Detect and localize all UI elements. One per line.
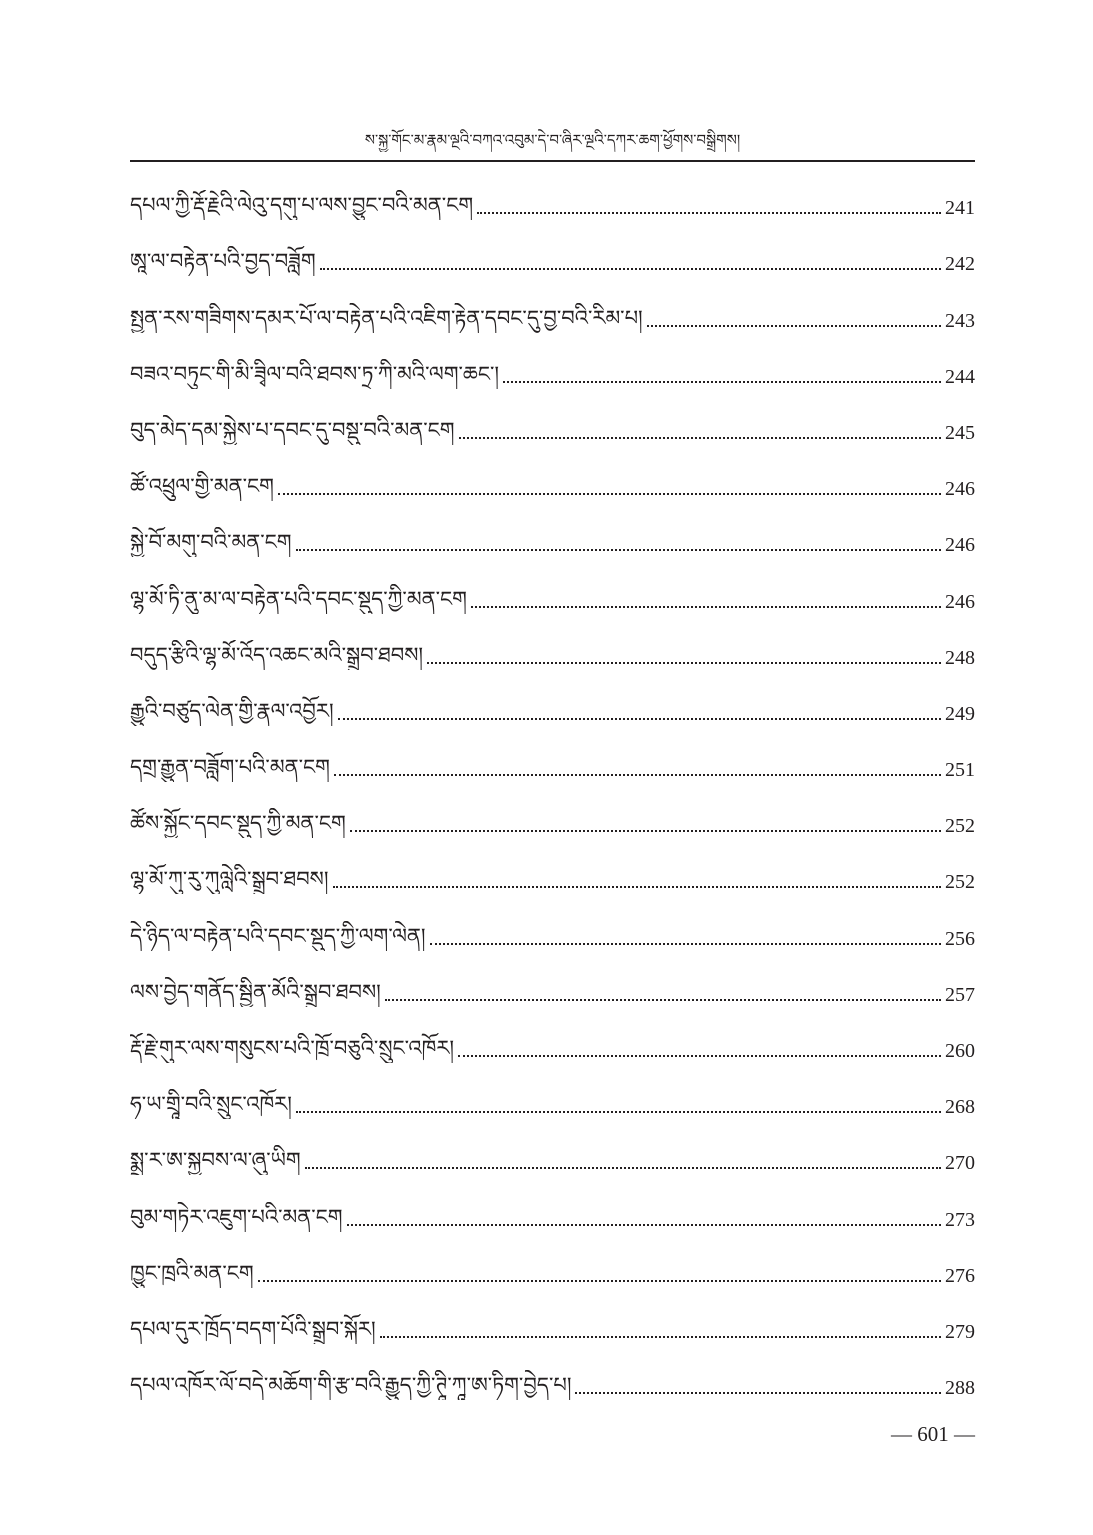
toc-entry[interactable] [130,573,975,629]
toc-entry-title: བཟའ་བཏུང་གི་མི་ཟྭིལ་བའི་ཐབས་ཏྲ་ཀི་མའི་ལག་ཆང་། [130,361,500,386]
toc-dot-leader [477,211,941,214]
toc-entry-title: བདུད་རྩིའི་ལྷ་མོ་འོད་འཆང་མའི་སྒྲུབ་ཐབས། [130,642,424,667]
toc-entry-page: 252 [945,815,975,838]
toc-entry-page: 246 [945,478,975,501]
toc-entry-page: 252 [945,871,975,894]
toc-entry-page: 249 [945,702,975,725]
toc-entry[interactable] [130,742,975,798]
toc-entry[interactable] [130,1191,975,1247]
toc-entry[interactable] [130,236,975,292]
toc-entry[interactable] [130,967,975,1023]
toc-entry-title: རྒྱུའི་བཙུད་ལེན་གྱི་རྣལ་འབྱོར། [130,698,334,723]
toc-dot-leader [427,661,941,664]
toc-entry-title: ལྷ་མོ་ཏི་ནུ་མ་ལ་བརྟེན་པའི་དབང་སྡུད་ཀྱི་མན་ངག [130,586,467,611]
toc-entry-title: ཚོས་སྐྱོང་དབང་སྡུད་ཀྱི་མན་ངག [130,811,346,836]
toc-entry-page: 273 [945,1208,975,1231]
toc-entry[interactable] [130,1360,975,1416]
toc-entry-page: 244 [945,365,975,388]
toc-dot-leader [430,942,941,945]
toc-entry[interactable] [130,686,975,742]
toc-entry-title: སྨྲ་ར་ཨ་སྐྱབས་ལ་ཞུ་ཡིག [130,1148,301,1173]
toc-dot-leader [385,998,941,1001]
toc-dot-leader [503,380,941,383]
toc-dot-leader [380,1335,941,1338]
toc-dot-leader [320,267,941,270]
toc-entry-title: རྡོ་རྗེ་གུར་ལས་གསུངས་པའི་ཁྲོ་བཅུའི་སྲུང་འཁོར། [130,1036,455,1060]
running-header: ས་སྐྱ་གོང་མ་རྣམ་ལྔའི་བཀའ་འབུམ་དེ་བ་ཞིར་ལྔའི་དཀར་ཆག་ཕྱོགས་བསྒྲིགས། [364,131,741,149]
toc-entry[interactable] [130,461,975,517]
toc-entry[interactable] [130,1304,975,1360]
toc-entry-page: 288 [945,1377,975,1400]
toc-entry-page: 276 [945,1264,975,1287]
toc-entry-page: 243 [945,309,975,332]
toc-dot-leader [333,885,941,888]
page-number: — 601 — [891,1422,975,1446]
toc-entry-title: ཨཱ་ལ་བརྟེན་པའི་བྱད་བཟློག [130,249,316,274]
toc-entry[interactable] [130,517,975,573]
toc-entry-title: སྐྱེ་བོ་མགུ་བའི་མན་ངག [130,530,292,555]
toc-entry[interactable] [130,292,975,348]
toc-dot-leader [647,324,941,327]
toc-entry-title: དེ་ཉིད་ལ་བརྟེན་པའི་དབང་སྡུད་ཀྱི་ལག་ལེན། [130,923,426,948]
toc-entry-page: 245 [945,421,975,444]
toc-entry[interactable] [130,854,975,910]
toc-entry[interactable] [130,1079,975,1135]
toc-entry-page: 246 [945,590,975,613]
toc-entry-title: དཔལ་དུར་ཁྲོད་བདག་པོའི་སྒྲུབ་སྐོར། [130,1316,376,1341]
header-rule [130,160,975,162]
toc-entry[interactable] [130,798,975,854]
toc-entry-page: 279 [945,1320,975,1343]
toc-dot-leader [305,1166,941,1169]
toc-entry[interactable] [130,405,975,461]
toc-entry[interactable] [130,1248,975,1304]
toc-entry-page: 256 [945,927,975,950]
toc-entry-page: 257 [945,983,975,1006]
toc-entry-title: ཧ་ཡ་གྲཱི་བའི་སྲུང་འཁོར། [130,1092,292,1117]
toc-dot-leader [296,548,941,551]
toc-entry[interactable] [130,180,975,236]
toc-entry-page: 260 [945,1040,975,1062]
toc-entry[interactable] [130,910,975,966]
toc-dot-leader [575,1391,941,1394]
toc-dot-leader [459,436,941,439]
toc-dot-leader [258,1279,941,1282]
toc-entry-page: 246 [945,534,975,557]
toc-dot-leader [350,829,941,832]
toc-entry-page: 248 [945,646,975,669]
toc-entry-title: ཚོ་འཕྲུལ་གྱི་མན་ངག [130,474,274,499]
toc-entry-page: 270 [945,1152,975,1175]
toc-entry-title: དགྲ་རྒྱུན་བཟློག་པའི་མན་ངག [130,755,330,780]
toc-entry-title: སྤྱན་རས་གཟིགས་དམར་པོ་ལ་བརྟེན་པའི་འཇིག་རྟེན་དབང་དུ་བྱ་བའི་རིམ་པ། [130,305,643,330]
toc-dot-leader [347,1223,941,1226]
toc-entry-title: བུད་མེད་དམ་སྐྱེས་པ་དབང་དུ་བསྡུ་བའི་མན་ངག [130,417,455,442]
toc-entry-title: ལྷ་མོ་ཀུ་རུ་ཀུལླེའི་སྒྲུབ་ཐབས། [130,867,329,892]
toc-entry-title: ཁྱུང་ཁྲའི་མན་ངག [130,1260,254,1285]
toc-entry[interactable] [130,349,975,405]
toc-entry[interactable] [130,630,975,686]
toc-entry-page: 268 [945,1096,975,1119]
toc-dot-leader [458,1054,941,1057]
toc-dot-leader [278,492,941,495]
toc-dot-leader [338,717,941,720]
toc-entry-title: དཔལ་ཀྱི་རྡོ་རྗེའི་ལེའུ་དགུ་པ་ལས་བྱུང་བའི་མན་ངག [130,193,474,218]
toc-dot-leader [296,1110,941,1113]
toc-dot-leader [334,773,941,776]
toc-entry-page: 242 [945,253,975,276]
table-of-contents [130,180,975,1416]
toc-entry-page: 241 [945,197,975,220]
toc-dot-leader [471,605,941,608]
toc-entry[interactable] [130,1135,975,1191]
toc-entry-title: ལས་བྱེད་གནོད་སྦྱིན་མོའི་སྒྲུབ་ཐབས། [130,979,381,1004]
toc-entry-title: དཔལ་འཁོར་ལོ་བདེ་མཆོག་གི་རྩ་བའི་རྒྱུད་ཀྱི་ཊཱི་ཀཱ་ཨ་ཏིག་བྱེད་པ། [130,1373,572,1398]
toc-entry-page: 251 [945,759,975,782]
toc-entry-title: བུམ་གཏེར་འཇུག་པའི་མན་ངག [130,1204,343,1229]
toc-entry[interactable] [130,1023,975,1079]
